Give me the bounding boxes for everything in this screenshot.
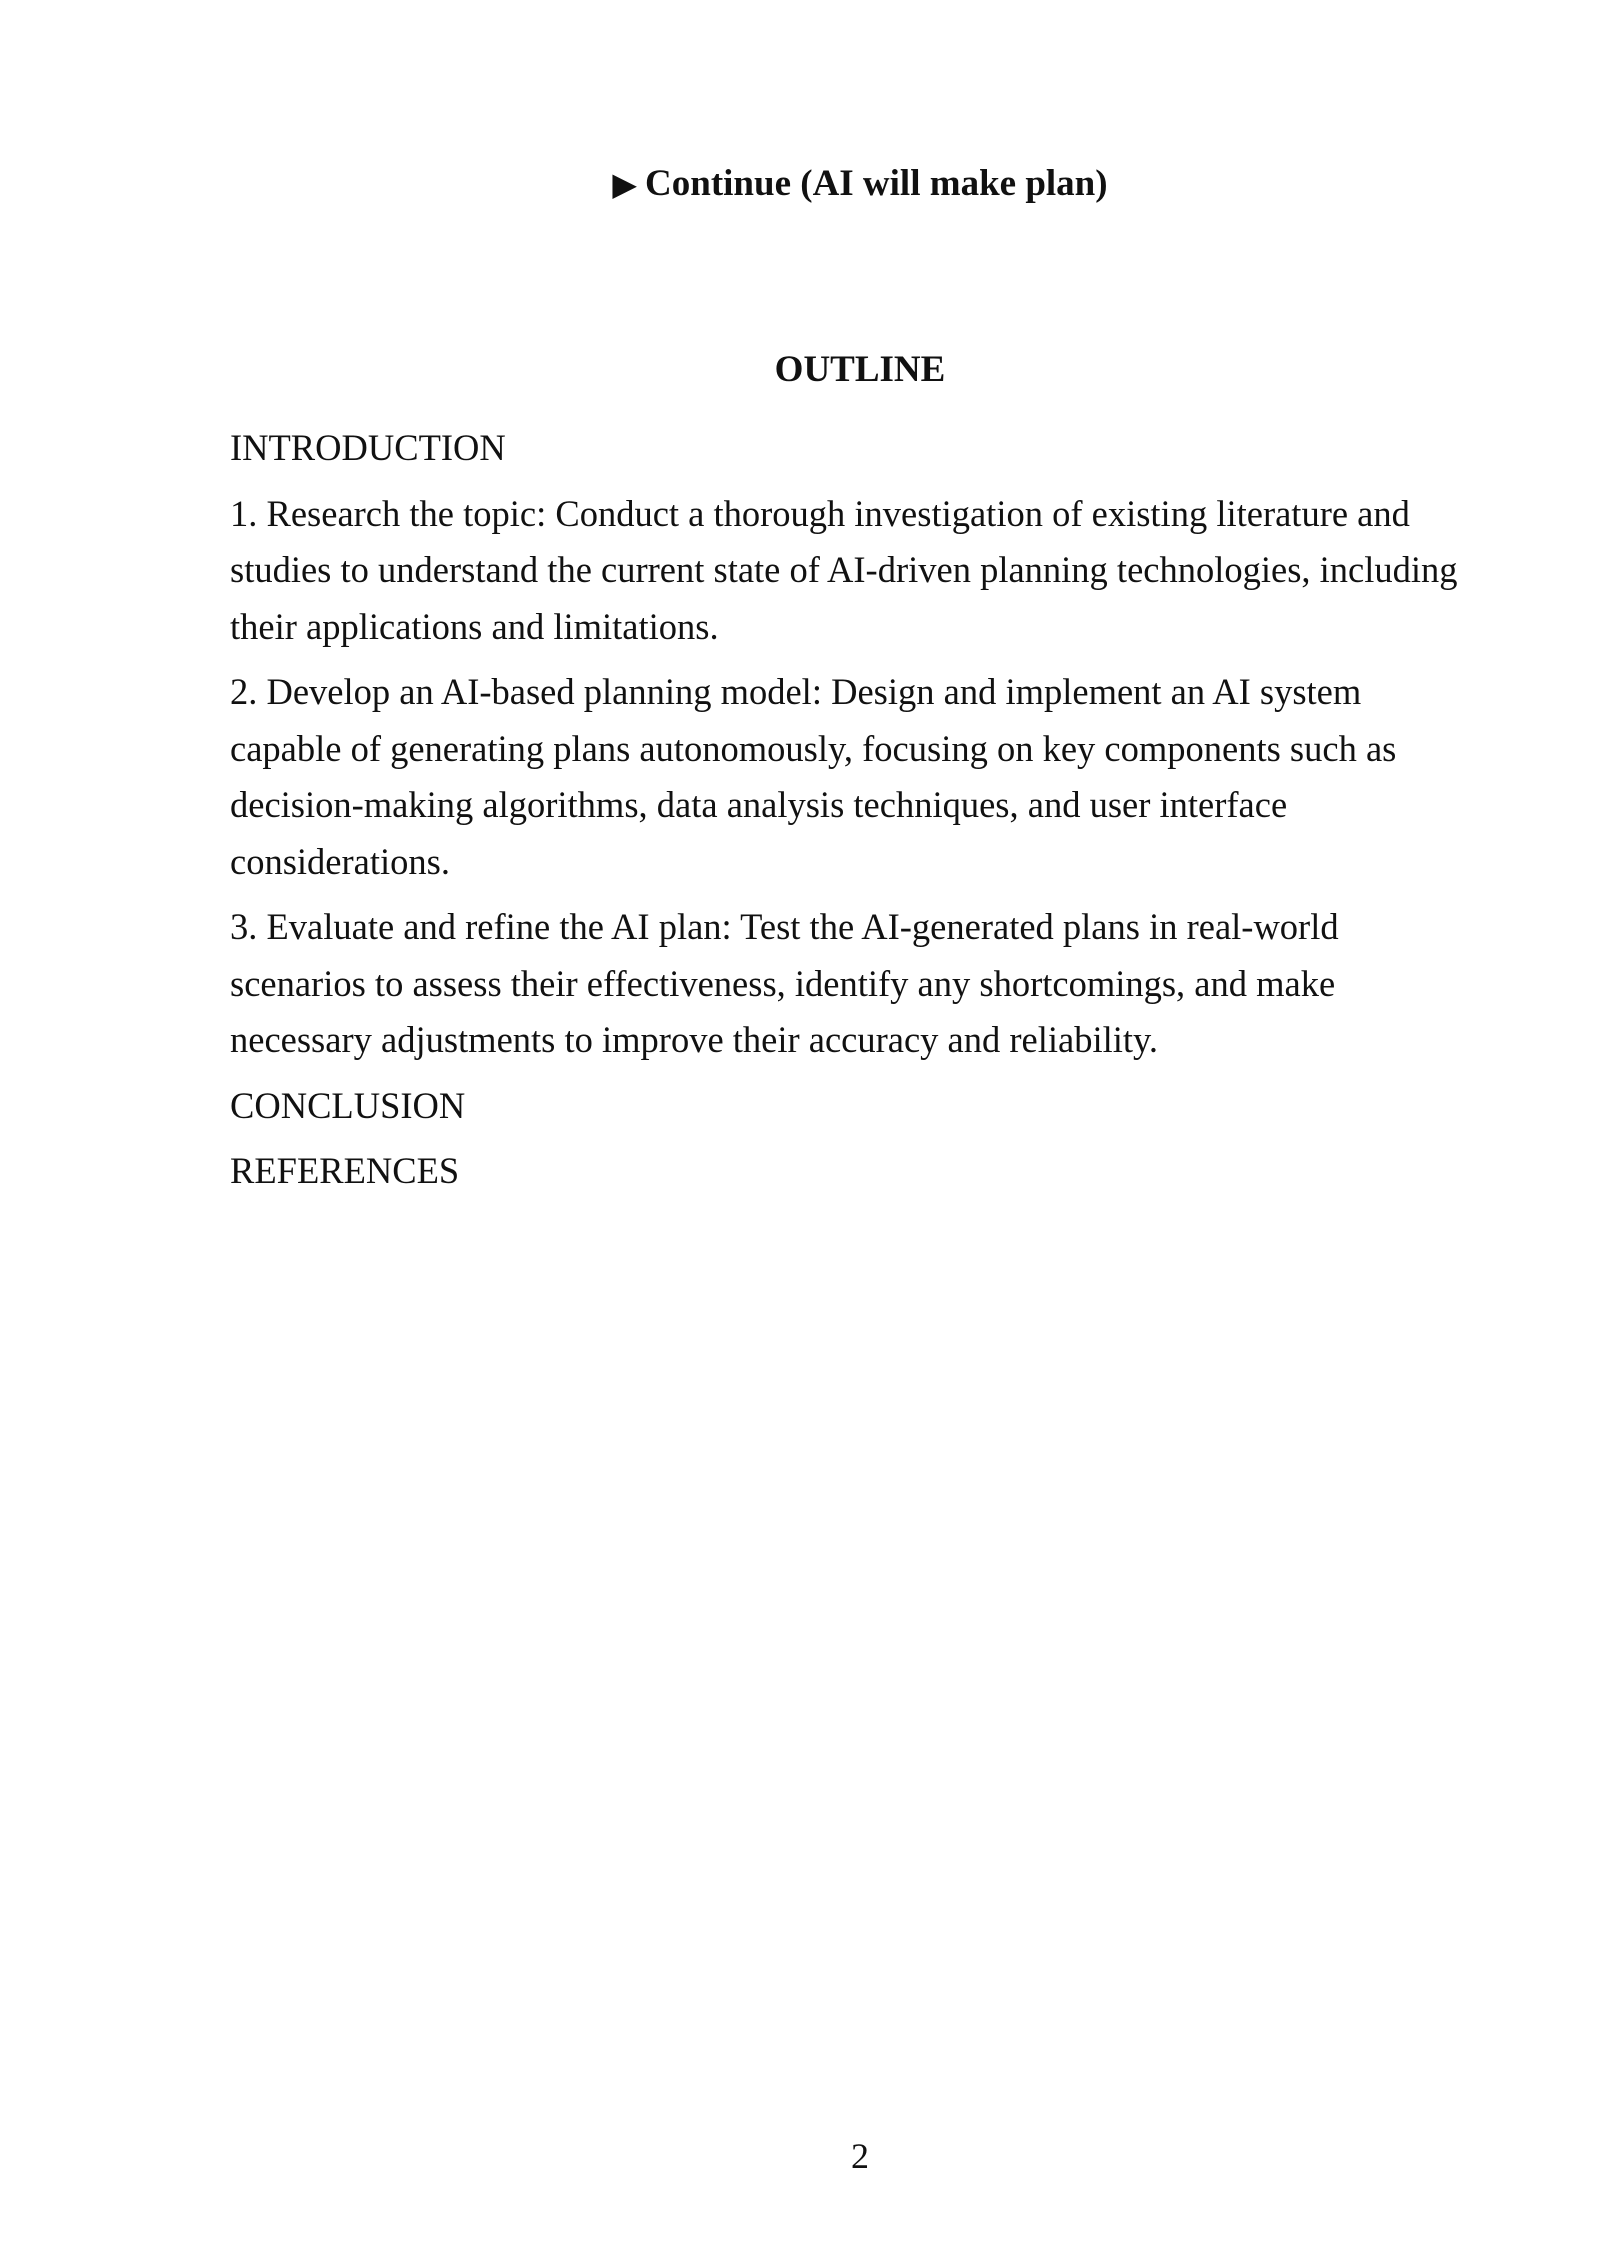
outline-list <box>230 420 1460 1209</box>
outline-item-research: 1. Research the topic: Conduct a thorough investigation of existing literature and studies to understand the current state of AI-driven planning technologies, including their applications and limitations. <box>230 492 1458 647</box>
outline-item-introduction: INTRODUCTION <box>230 427 506 468</box>
continue-label: Continue (AI will make plan) <box>645 163 1108 204</box>
outline-item-references: REFERENCES <box>230 1150 460 1191</box>
play-arrow-icon: ▶ <box>612 166 638 202</box>
outline-item-evaluate: 3. Evaluate and refine the AI plan: Test the AI-generated plans in real-world scenarios to assess their effectiveness, identify any shortcomings, and make necessary adjustments to improve their accuracy and reliability. <box>230 906 1339 1060</box>
outline-item-conclusion: CONCLUSION <box>230 1084 466 1126</box>
page-number: 2 <box>851 2136 869 2176</box>
outline-title: OUTLINE <box>774 349 946 390</box>
continue-heading <box>0 162 1600 206</box>
outline-item-develop-model: 2. Develop an AI-based planning model: Design and implement an AI system capable of generating plans autonomously, focusing on key components such as decision-making algorithms, data analysis techniques, and user interface considerations. <box>230 671 1397 882</box>
